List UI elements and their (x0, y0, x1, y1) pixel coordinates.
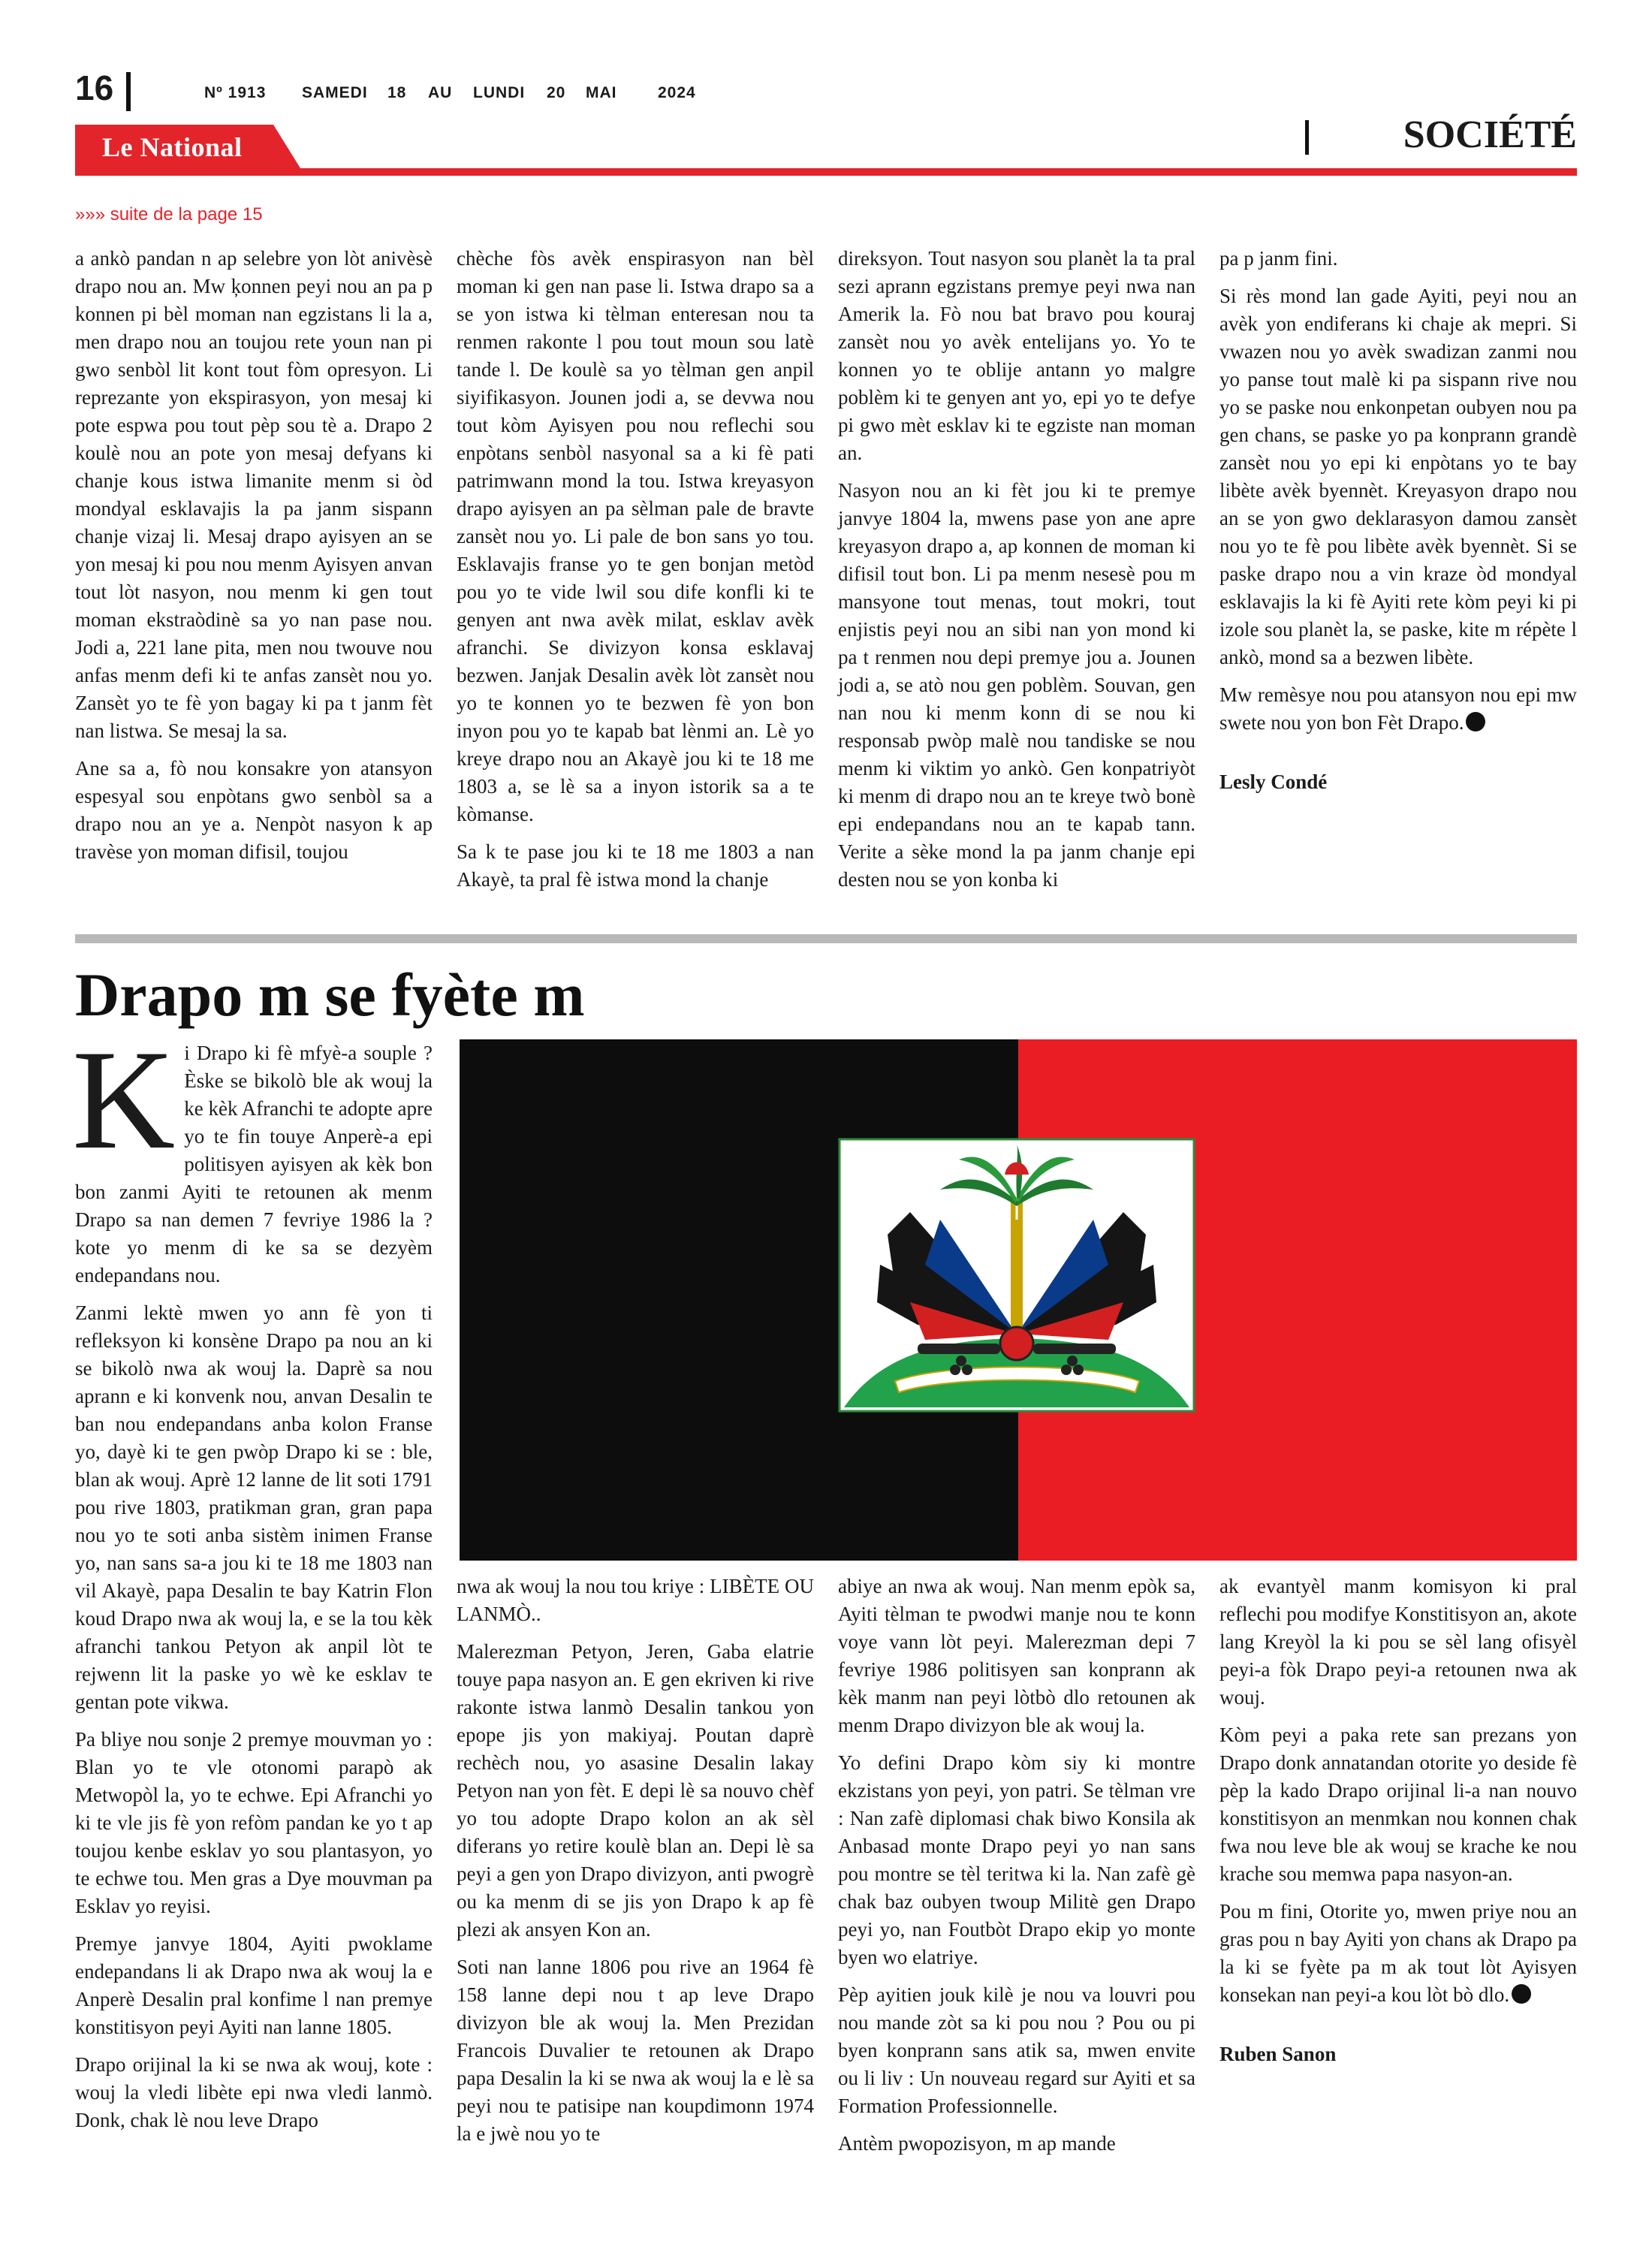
paragraph: a ankò pandan n ap selebre yon lòt anivèsè drapo nou an. Mw ķonnen peyi nou an pa p konnen pi bèl moman nan egzistans li la a, men drapo nou an toujou rete youn nan pi gwo senbòl lit kont tout fòm opresyon. Li reprezante yon ekspirasyon, yon mesaj ki pote espwa pou tout pèp sou tè a. Drapo 2 koulè nou an pote yon mesaj defyans ki chanje kous istwa limanite menm si òd mondyal esklavajis la pa janm sispann chanje vizaj li. Mesaj drapo ayisyen an se yon mesaj ki pou nou menm Ayisyen anvan tout lòt nasyon, nou menm ki gen tout moman ekstraòdinè sa yo nan pase nou. Jodi a, 221 lane pita, men nou twouve nou anfas menm defi ki te anfas zansèt nou yo. Zansèt yo te fè yon bagay ki pa t janm fèt nan listwa. Se mesaj la sa. (75, 247, 433, 742)
paragraph (72, 1021, 433, 1289)
paragraph: Nasyon nou an ki fèt jou ki te premye janvye 1804 la, mwens pase yon ane apre kreyasyon drapo a, ap konnen de moman ki difisil tout bon. Li pa menm nesesè pou m mansyone tout menas, tout mokri, tout enjistis peyi nou an sibi nan yon mond ki pa t renmen nou depi premye jou a. Jounen jodi a, se atò nou gen poblèm. Souvan, gen nan nou ki menm konn di se nou ki responsab pwòp malè nou tandiske se nou menm ki viktim yo ankò. Gen konpatriyòt ki menm di drapo nou an te kreye twò bonè epi endepandans nou an te kapab tann. Verite a sèke mond la pa janm chanje epi desten nou se yon konba ki (838, 479, 1195, 891)
paragraph: Drapo orijinal la ki se nwa ak wouj, kote : wouj la vledi libète epi nwa vledi lanmò. Donk, chak lè nou leve Drapo (75, 2053, 433, 2131)
article2-column-3 (838, 1573, 1195, 2167)
paragraph: Zanmi lektè mwen yo ann fè yon ti refleksyon ki konsène Drapo pa nou an ki se bikolò nwa ak wouj la. Daprè sa nou aprann e ki konvenk nou, anvan Desalin te ban nou endepandans anba kolon Franse yo, dayè ki te gen pwòp Drapo ki se : ble, blan ak wouj. Aprè 12 lanne de lit soti 1791 pou rive 1803, pratikman gran, gran papa nou yo te soti anba sistèm inimen Franse yo, nan sans sa-a jou ki te 18 me 1803 nan vil Akayè, papa Desalin te bay Katrin Flon koud Drapo nwa ak wouj la, e se la tou kèk afranchi tankou Petyon ak anpil lòt te rejwenn lit la paske yo wè ke esklav te gentan pote vikwa. (75, 1301, 433, 1713)
paragraph-text: Mw remèsye nou pou atansyon nou epi mw swete nou yon bon Fèt Drapo. (1219, 683, 1577, 734)
paragraph: chèche fòs avèk enspirasyon nan bèl moman ki gen nan pase li. Istwa drapo sa a se yon istwa ki tèlman enteresan nou ta renmen rakonte l pou tout moun sou latè tande l. De koulè sa yo tèlman gen anpil siyifikasyon. Jounen jodi a, se devwa nou tout kòm Ayisyen pou nou reflechi sou enpòtans senbòl nasyonal sa a ki fè pati patrimwann mond la tou. Istwa kreyasyon drapo ayisyen an pa sèlman pale de bravte zansèt nou yo. Li pale de bon sans yo tou. Esklavajis franse yo te gen bonjan metòd pou yo te vide lwil sou dife konfli ki te genyen ant nwa avèk milat, esklav avèk afranchi. Se divizyon konsa esklavaj bezwen. Janjak Desalin avèk lòt zansèt nou yo te konnen yo te bezwen fè yon bon inyon pou yo te kapab bat lènmi an. Lè yo kreye drapo nou an Akayè jou ki te 18 me 1803 a, se lè sa a inyon istorik sa a te kòmanse. (457, 247, 814, 825)
issue-year: 2024 (658, 84, 696, 101)
issue-day-end: LUNDI (473, 84, 526, 101)
article2-headline: Drapo m se fyète m (75, 961, 585, 1029)
article-separator (75, 934, 1577, 943)
page-number: 16 (75, 68, 114, 107)
paragraph: Sa k te pase jou ki te 18 me 1803 a nan Akayè, ta pral fè istwa mond la chanje (457, 840, 814, 891)
issue-day-start: SAMEDI (302, 84, 368, 101)
issue-date-start: 18 (387, 84, 407, 101)
coat-of-arms-icon (840, 1139, 1194, 1411)
issue-date-au: AU (428, 84, 453, 101)
page-number-divider (126, 72, 131, 111)
article2-column-1 (72, 1021, 433, 2144)
paragraph-text: Pou m fini, Otorite yo, mwen priye nou an gras pou n bay Ayiti yon chans ak Drapo pa la ki se fyète pa m ak tout lòt Ayisyen konsekan nan peyi-a kou lòt bò dlo. (1219, 1900, 1577, 2006)
paragraph: direksyon. Tout nasyon sou planèt la ta pral sezi aprann egzistans premye peyi nwa nan Amerik la. Fò nou bat bravo pou kouraj zansèt nou yo avèk entelijans yo. Yo te konnen yo te oblije antann yo malgre poblèm ki te genyen ant yo, epi yo te defye pi gwo mèt esklav ki te egziste nan moman an. (838, 247, 1195, 464)
paragraph: Kòm peyi a paka rete san prezans yon Drapo donk annatandan otorite yo deside fè pèp la kado Drapo orijinal li-a nan nouvo konstitisyon an menmkan nou konnen chak fwa nou leve ble ak wouj se krache ke nou krache sou memwa papa nasyon-an. (1219, 1724, 1577, 1885)
paragraph: nwa ak wouj la nou tou kriye : LIBÈTE OU LANMÒ.. (457, 1575, 814, 1625)
drop-cap: K (72, 1021, 176, 1179)
article2-author: Ruben Sanon (1219, 2043, 1337, 2065)
article2-column-2 (457, 1573, 814, 2158)
paragraph: ak evantyèl manm komisyon ki pral reflechi pou modifye Konstitisyon an, akote lang Kreyòl la ki pou se sèl lang ofisyèl peyi-a fòk Drapo peyi-a retounen nwa ak wouj. (1219, 1575, 1577, 1709)
continuation-note: »»» suite de la page 15 (75, 204, 263, 225)
article1-column-2 (457, 245, 814, 903)
issue-date-end: 20 (547, 84, 566, 101)
paragraph: Pa bliye nou sonje 2 premye mouvman yo : Blan yo te vle otonomi parapò ak Metwopòl la, yo te echwe. Epi Afranchi yo ki te vle jis fè yon refòm pandan ke yo t ap toujou kenbe esklav yo sou plantasyon, yo te echwe tou. Men gras a Dye mouvman pa Esklav yo reyisi. (75, 1728, 433, 1917)
paragraph: pa p janm fini. (1219, 247, 1338, 270)
issue-month: MAI (586, 84, 617, 101)
article1-author: Lesly Condé (1219, 771, 1328, 793)
paragraph: Si rès mond lan gade Ayiti, peyi nou an avèk yon endiferans ki chaje ak mepri. Si vwazen nou yo avèk swadizan zanmi nou yo panse tout malè ki pa sispann rive nou yo se paske nou enkonpetan oubyen nou pa gen chans, se paske yo pa konprann grandè zansèt nou yo epi ki enpòtans yo te bay libète avèk byennèt. Kreyasyon drapo nou an se yon gwo deklarasyon damou zansèt nou yo te fè pou libète avèk byennèt. Si se paske drapo nou a vin kraze òd mondyal esklavajis la ki fè Ayiti rete kòm peyi ki pi izole sou planèt la, se paske, kite m répète l ankò, mond sa a bezwen libète. (1219, 285, 1577, 668)
paragraph (1219, 681, 1577, 737)
paragraph (1219, 1898, 1577, 2009)
paragraph: Yo defini Drapo kòm siy ki montre ekzistans yon peyi, yon patri. Se tèlman vre : Nan zafè diplomasi chak biwo Konsila ak Anbasad monte Drapo peyi yo nan sans pou montre se tèl teritwa ki la. Nan zafè gè chak baz oubyen twoup Militè gen Drapo peyi yo, nan Foutbòt Drapo ekip yo monte byen wo elatriye. (838, 1751, 1195, 1968)
paragraph: Premye janvye 1804, Ayiti pwoklame endepandans li ak Drapo nwa ak wouj la e Anperè Desalin pral konfime l nan premye konstitisyon peyi Ayiti nan lanne 1805. (75, 1932, 433, 2038)
article1-column-4 (1219, 245, 1577, 806)
issue-number: Nº 1913 (204, 84, 267, 101)
article2-column-4 (1219, 1573, 1577, 2078)
paragraph: Ane sa a, fò nou konsakre yon atansyon espesyal sou enpòtans gwo senbòl sa a drapo nou an ye a. Nenpòt nasyon k ap travèse yon moman difisil, toujou (75, 757, 433, 863)
paragraph: Malerezman Petyon, Jeren, Gaba elatrie touye papa nasyon an. E gen ekriven ki rive rakonte istwa lanmò Desalin tankou yon epope jis yon makiyaj. Poutan daprè rechèch nou, yo asasine Desalin lakay Petyon nan yon fèt. E depi lè sa nouvo chèf yo tou adopte Drapo kolon an ak sèl diferans yo retire koulè blan an. Depi lè sa peyi a gen yon Drapo divizyon, anti pwogrè ou ka menm di se jis yon Drapo k ap fè plezi ak ansyen Kon an. (457, 1640, 814, 1941)
end-mark-icon (1512, 1984, 1531, 2004)
haiti-flag-image (460, 1039, 1577, 1561)
article1-column-1 (75, 245, 433, 876)
brand-logo: Le National (102, 132, 243, 162)
paragraph: Pèp ayitien jouk kilè je nou va louvri pou nou mande zòt sa ki pou nou ? Pou ou pi byen konprann sans atik sa, mwen envite ou li liv : Un nouveau regard sur Ayiti et sa Formation Professionnelle. (838, 1983, 1195, 2117)
article1-column-3 (838, 245, 1195, 903)
header-rule (75, 168, 1577, 176)
end-mark-icon (1466, 712, 1485, 731)
paragraph: abiye an nwa ak wouj. Nan menm epòk sa, Ayiti tèlman te pwodwi manje nou te konn voye vann lòt peyi. Malerezman depi 7 fevriye 1986 politisyen san konprann ak kèk manm nan peyi lòtbò dlo retounen ak menm Drapo divizyon ble ak wouj la. (838, 1575, 1195, 1736)
paragraph: Soti nan lanne 1806 pou rive an 1964 fè 158 lanne depi nou t ap leve Drapo divizyon ble ak wouj la. Men Prezidan Francois Duvalier te retounen ak Drapo papa Desalin la ki se nwa ak wouj la e lè sa peyi nou te patisipe nan koupdimonn 1974 la e jwè nou yo te (457, 1956, 814, 2145)
paragraph: Antèm pwopozisyon, m ap mande (838, 2132, 1116, 2155)
section-title: SOCIÉTÉ (1403, 113, 1577, 156)
section-divider (1305, 120, 1309, 155)
paragraph-text: i Drapo ki fè mfyè-a souple ? Èske se bikolò ble ak wouj la ke kèk Afranchi te adopte apre yo te fin touye Anperè-a epi politisyen ayisyen ak kèk bon bon zanmi Ayiti te retounen ak menm Drapo sa nan demen 7 fevriye 1986 la ? kote yo menm di ke sa se dezyèm endepandans nou. (75, 1042, 433, 1286)
